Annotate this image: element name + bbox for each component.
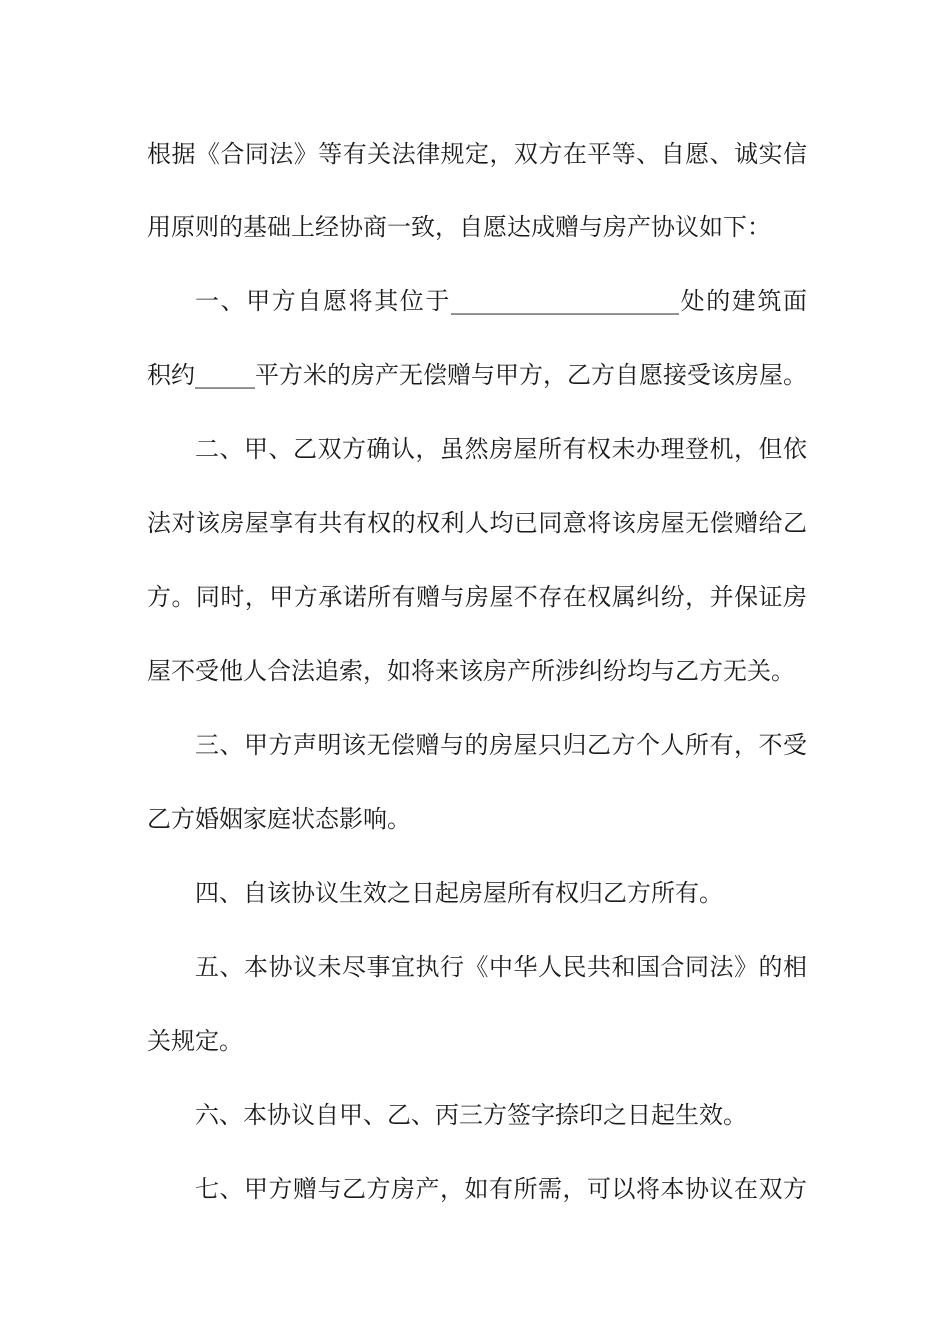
text-line: 三、甲方声明该无偿赠与的房屋只归乙方个人所有，不受	[195, 731, 807, 759]
text-line: 方。同时，甲方承诺所有赠与房屋不存在权属纠纷，并保证房	[147, 583, 807, 611]
text-line: 根据《合同法》等有关法律规定，双方在平等、自愿、诚实信	[147, 140, 807, 168]
text-line: 二、甲、乙双方确认，虽然房屋所有权未办理登机，但依	[195, 435, 807, 463]
text-line: 法对该房屋享有共有权的权利人均已同意将该房屋无偿赠给乙	[147, 509, 807, 537]
text-line: 乙方婚姻家庭状态影响。	[147, 805, 411, 833]
text-line: 一、甲方自愿将其位于___________________处的建筑面	[195, 287, 807, 315]
text-line: 积约_____平方米的房产无偿赠与甲方，乙方自愿接受该房屋。	[147, 361, 807, 389]
text-line: 用原则的基础上经协商一致，自愿达成赠与房产协议如下：	[147, 213, 771, 241]
text-line: 屋不受他人合法追索，如将来该房产所涉纠纷均与乙方无关。	[147, 657, 795, 685]
text-line: 六、本协议自甲、乙、丙三方签字捺印之日起生效。	[195, 1101, 747, 1129]
text-line: 关规定。	[147, 1027, 243, 1055]
text-line: 七、甲方赠与乙方房产，如有所需，可以将本协议在双方	[195, 1175, 807, 1203]
text-line: 四、自该协议生效之日起房屋所有权归乙方所有。	[195, 879, 723, 907]
text-line: 五、本协议未尽事宜执行《中华人民共和国合同法》的相	[195, 953, 807, 981]
